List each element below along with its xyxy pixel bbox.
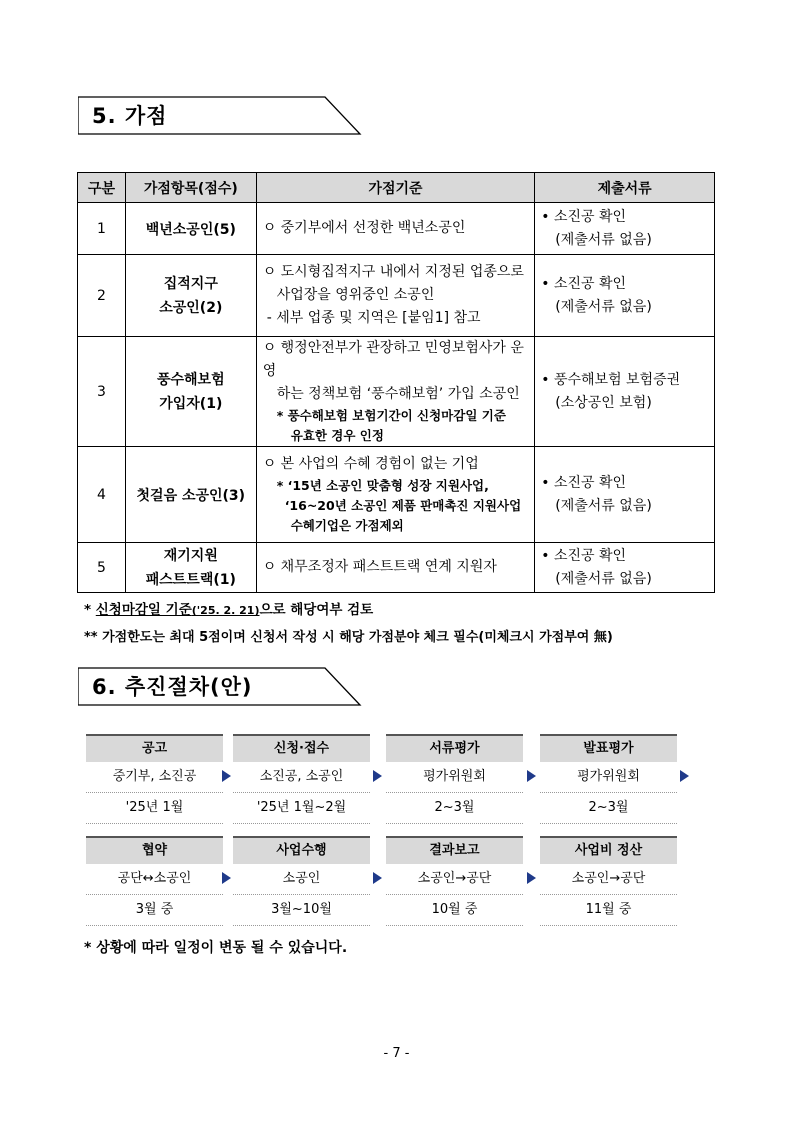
criteria-line: ㅇ 중기부에서 선정한 백년소공인 bbox=[262, 220, 466, 236]
footnote-deadline-label: 신청마감일 기준 bbox=[95, 602, 192, 618]
process-step bbox=[86, 836, 223, 926]
step-label: 사업비 정산 bbox=[540, 836, 677, 864]
step-actor: 소공인→공단 bbox=[540, 864, 677, 895]
step-label: 발표평가 bbox=[540, 734, 677, 762]
criteria-line: ㅇ 채무조정자 패스트트랙 연계 지원자 bbox=[262, 559, 497, 575]
criteria-note-line: ‘16~20년 소공인 제품 판매촉진 지원사업 bbox=[284, 498, 522, 513]
step-actor: 소진공, 소공인 bbox=[233, 762, 370, 793]
footnote-deadline-date: ('25. 2. 21) bbox=[191, 604, 260, 617]
footnote-deadline bbox=[84, 598, 373, 618]
arrow-right-icon bbox=[222, 872, 231, 884]
row-no: 1 bbox=[78, 203, 126, 255]
section6-heading bbox=[78, 667, 368, 707]
step-actor: 소공인→공단 bbox=[386, 864, 523, 895]
arrow-right-icon bbox=[527, 770, 536, 782]
arrow-right-icon bbox=[373, 872, 382, 884]
process-step bbox=[386, 836, 523, 926]
arrow-right-icon bbox=[527, 872, 536, 884]
docs-line: (제출서류 없음) bbox=[555, 497, 652, 514]
process-step bbox=[386, 734, 523, 824]
process-step bbox=[86, 734, 223, 824]
step-actor: 소공인 bbox=[233, 864, 370, 895]
row-item bbox=[125, 543, 256, 593]
table-row bbox=[78, 543, 715, 593]
step-period: 3월~10월 bbox=[233, 895, 370, 926]
item-line: 소공인(2) bbox=[159, 299, 223, 316]
table-row bbox=[78, 447, 715, 543]
page-number: - 7 - bbox=[383, 1046, 410, 1061]
table-row bbox=[78, 203, 715, 255]
item-line: 첫걸음 소공인(3) bbox=[136, 487, 246, 504]
row-docs bbox=[535, 337, 715, 447]
process-step bbox=[540, 734, 677, 824]
table-row bbox=[78, 337, 715, 447]
step-period: 3월 중 bbox=[86, 895, 223, 926]
schedule-note: * 상황에 따라 일정이 변동 될 수 있습니다. bbox=[84, 940, 348, 956]
row-item bbox=[125, 203, 256, 255]
row-docs bbox=[535, 203, 715, 255]
footnote-deadline-text: 으로 해당여부 검토 bbox=[259, 602, 374, 618]
step-actor: 평가위원회 bbox=[540, 762, 677, 793]
row-no: 4 bbox=[78, 447, 126, 543]
criteria-line: ㅇ 본 사업의 수혜 경험이 없는 기업 bbox=[262, 456, 479, 472]
step-actor: 공단↔소공인 bbox=[86, 864, 223, 895]
header-item: 가점항목(점수) bbox=[125, 173, 256, 203]
row-criteria bbox=[256, 447, 535, 543]
step-period: 2~3월 bbox=[540, 793, 677, 824]
bonus-points-table bbox=[77, 172, 715, 593]
criteria-note-line: * ‘15년 소공인 맞춤형 성장 지원사업, bbox=[276, 478, 489, 493]
step-period: 2~3월 bbox=[386, 793, 523, 824]
table-row bbox=[78, 255, 715, 337]
step-period: 11월 중 bbox=[540, 895, 677, 926]
step-actor: 중기부, 소진공 bbox=[86, 762, 223, 793]
footnote-marker: * bbox=[84, 602, 96, 618]
criteria-note-line: * 풍수해보험 보험기간이 신청마감일 기준 bbox=[276, 408, 506, 423]
criteria-note-line: 유효한 경우 인정 bbox=[290, 428, 384, 443]
docs-line: • 소진공 확인 bbox=[541, 275, 627, 292]
section5-heading bbox=[78, 96, 368, 136]
docs-line: • 소진공 확인 bbox=[541, 474, 627, 491]
item-line: 풍수해보험 bbox=[156, 371, 225, 388]
arrow-right-icon bbox=[222, 770, 231, 782]
row-criteria bbox=[256, 543, 535, 593]
criteria-line: ㅇ 행정안전부가 관장하고 민영보험사가 운영 bbox=[262, 340, 524, 379]
row-criteria bbox=[256, 203, 535, 255]
table-header-row bbox=[78, 173, 715, 203]
section6-title: 6. 추진절차(안) bbox=[92, 675, 253, 699]
docs-line: • 소진공 확인 bbox=[541, 208, 627, 225]
step-label: 공고 bbox=[86, 734, 223, 762]
row-item bbox=[125, 447, 256, 543]
row-docs bbox=[535, 543, 715, 593]
process-step bbox=[233, 836, 370, 926]
row-criteria bbox=[256, 337, 535, 447]
step-label: 결과보고 bbox=[386, 836, 523, 864]
step-period: '25년 1월 bbox=[86, 793, 223, 824]
row-docs bbox=[535, 255, 715, 337]
item-line: 재기지원 bbox=[163, 547, 218, 564]
step-actor: 평가위원회 bbox=[386, 762, 523, 793]
docs-line: (소상공인 보험) bbox=[555, 394, 652, 411]
arrow-right-icon bbox=[680, 770, 689, 782]
row-no: 2 bbox=[78, 255, 126, 337]
docs-line: (제출서류 없음) bbox=[555, 231, 652, 248]
process-step bbox=[540, 836, 677, 926]
criteria-line: 하는 정책보험 ‘풍수해보험’ 가입 소공인 bbox=[276, 386, 520, 402]
row-item bbox=[125, 337, 256, 447]
docs-line: (제출서류 없음) bbox=[555, 570, 652, 587]
row-criteria bbox=[256, 255, 535, 337]
step-label: 서류평가 bbox=[386, 734, 523, 762]
step-label: 사업수행 bbox=[233, 836, 370, 864]
step-label: 신청·접수 bbox=[233, 734, 370, 762]
row-item bbox=[125, 255, 256, 337]
header-no: 구분 bbox=[78, 173, 126, 203]
criteria-line: 사업장을 영위중인 소공인 bbox=[276, 287, 435, 303]
footnote-limit: ** 가점한도는 최대 5점이며 신청서 작성 시 해당 가점분야 체크 필수(미체크시 가점부여 無) bbox=[84, 630, 613, 645]
criteria-sub-line: - 세부 업종 및 지역은 [붙임1] 참고 bbox=[266, 310, 481, 326]
docs-line: (제출서류 없음) bbox=[555, 298, 652, 315]
footnote-deadline-underlined bbox=[96, 602, 260, 618]
row-no: 5 bbox=[78, 543, 126, 593]
row-docs bbox=[535, 447, 715, 543]
item-line: 가입자(1) bbox=[159, 395, 223, 412]
criteria-note-line: 수혜기업은 가점제외 bbox=[290, 518, 404, 533]
process-step bbox=[233, 734, 370, 824]
item-line: 집적지구 bbox=[163, 275, 218, 292]
item-line: 백년소공인(5) bbox=[145, 221, 236, 238]
row-no: 3 bbox=[78, 337, 126, 447]
section5-title: 5. 가점 bbox=[92, 104, 168, 128]
step-label: 협약 bbox=[86, 836, 223, 864]
arrow-right-icon bbox=[373, 770, 382, 782]
step-period: 10월 중 bbox=[386, 895, 523, 926]
item-line: 패스트트랙(1) bbox=[145, 571, 236, 588]
docs-line: • 소진공 확인 bbox=[541, 547, 627, 564]
step-period: '25년 1월~2월 bbox=[233, 793, 370, 824]
docs-line: • 풍수해보험 보험증권 bbox=[541, 371, 681, 388]
criteria-line: ㅇ 도시형집적지구 내에서 지정된 업종으로 bbox=[262, 264, 524, 280]
header-criteria: 가점기준 bbox=[256, 173, 535, 203]
header-docs: 제출서류 bbox=[535, 173, 715, 203]
